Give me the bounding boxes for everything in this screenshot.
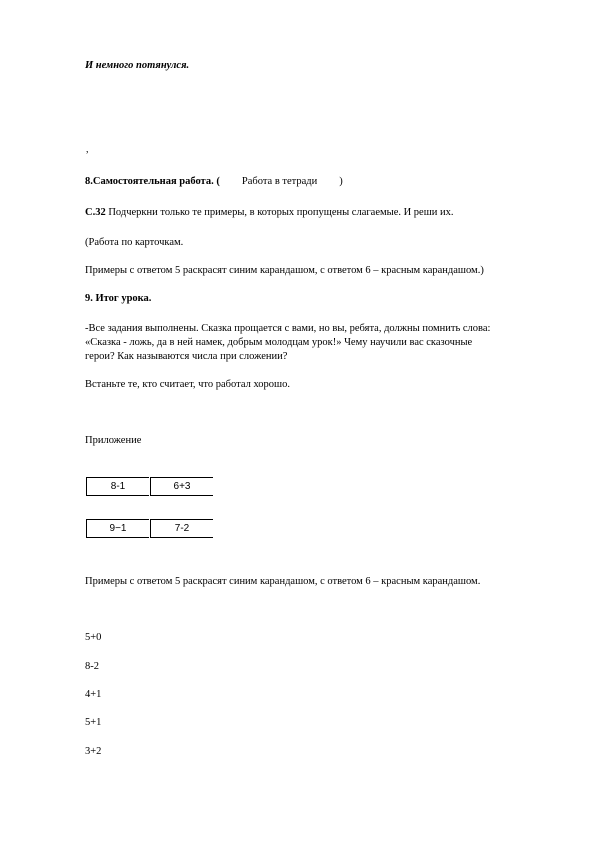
task-c32-ref: С.32 [85,207,106,218]
stretch-line: И немного потянулся. [85,60,190,71]
section-8-close: ) [339,176,343,187]
example-item: 5+1 [85,717,102,728]
cards-note: (Работа по карточкам. [85,237,184,248]
card-cell: 9−1 [86,519,149,538]
stray-mark: , [86,144,89,155]
summary-line-2: «Сказка - ложь, да в ней намек, добрым молодцам урок!» Чему научили вас сказочные [85,337,473,348]
color-rule-1: Примеры с ответом 5 раскрасят синим карандашом, с ответом 6 – красным карандашом.) [85,265,484,276]
section-8-heading [85,175,343,188]
summary-line-1: -Все задания выполнены. Сказка прощается с вами, но вы, ребята, должны помнить слова: [85,323,491,334]
card-cell: 6+3 [150,477,213,496]
task-c32-text: Подчеркни только те примеры, в которых пропущены слагаемые. И реши их. [105,207,454,218]
example-item: 4+1 [85,689,102,700]
section-9-heading: 9. Итог урока. [85,293,152,304]
appendix-heading: Приложение [85,435,142,446]
color-rule-2: Примеры с ответом 5 раскрасят синим карандашом, с ответом 6 – красным карандашом. [85,576,481,587]
section-8-title: 8.Самостоятельная работа. ( [85,176,220,187]
card-cell: 7-2 [150,519,213,538]
card-cell: 8-1 [86,477,149,496]
summary-line-3: герои? Как называются числа при сложении? [85,351,288,362]
stand-up-line: Встаньте те, кто считает, что работал хорошо. [85,379,291,390]
task-c32 [85,206,454,219]
example-item: 8-2 [85,661,99,672]
section-8-middle: Работа в тетради [241,176,318,187]
example-item: 3+2 [85,746,102,757]
example-item: 5+0 [85,632,102,643]
